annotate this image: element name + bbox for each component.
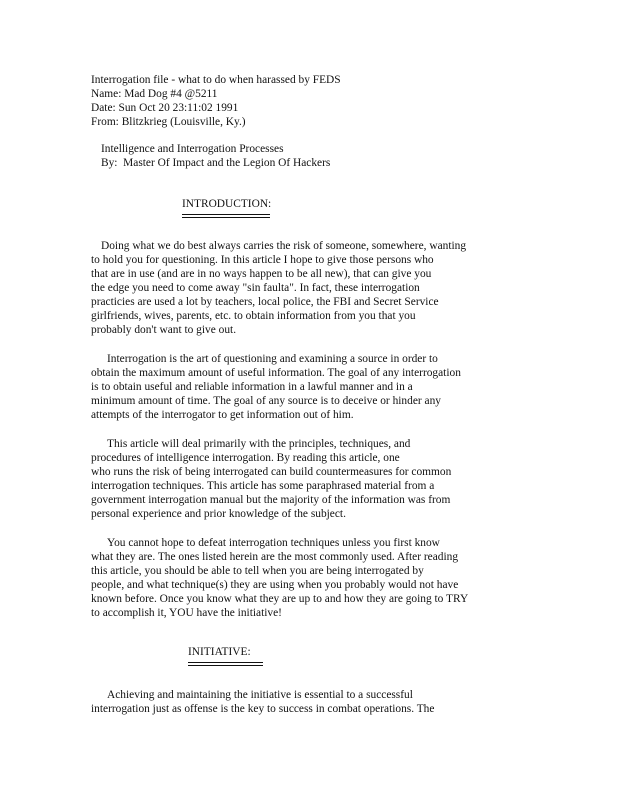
article-title: Intelligence and Interrogation Processes <box>101 143 284 155</box>
initiative-p1-line-1: Achieving and maintaining the initiative is essential to a successful <box>107 689 413 701</box>
intro-p4-line-3: this article, you should be able to tell when you are being interrogated by <box>91 565 424 577</box>
intro-p2-line-4: minimum amount of time. The goal of any source is to deceive or hinder any <box>91 395 441 407</box>
intro-p1-line-5: practicies are used a lot by teachers, local police, the FBI and Secret Service <box>91 296 439 308</box>
name-line: Name: Mad Dog #4 @5211 <box>91 88 218 100</box>
introduction-underline <box>182 214 270 215</box>
intro-p4-line-2: what they are. The ones listed herein are the most commonly used. After reading <box>91 551 459 563</box>
intro-p2-line-3: is to obtain useful and reliable information in a lawful manner and in a <box>91 381 413 393</box>
intro-p2-line-5: attempts of the interrogator to get information out of him. <box>91 409 354 421</box>
date-line: Date: Sun Oct 20 23:11:02 1991 <box>91 102 239 114</box>
intro-p3-line-3: who runs the risk of being interrogated can build countermeasures for common <box>91 466 452 478</box>
article-byline: By: Master Of Impact and the Legion Of Hackers <box>101 157 331 169</box>
intro-p3-line-4: interrogation techniques. This article has some paraphrased material from a <box>91 480 435 492</box>
intro-p4-line-5: known before. Once you know what they are up to and how they are going to TRY <box>91 593 469 605</box>
intro-p2-line-2: obtain the maximum amount of useful information. The goal of any interrogation <box>91 367 461 379</box>
intro-p3-line-5: government interrogation manual but the majority of the information was from <box>91 494 451 506</box>
intro-p1-line-3: that are in use (and are in no ways happen to be all new), that can give you <box>91 268 432 280</box>
intro-p2-line-1: Interrogation is the art of questioning and examining a source in order to <box>107 353 438 365</box>
intro-p3-line-6: personal experience and prior knowledge of the subject. <box>91 508 346 520</box>
file-title: Interrogation file - what to do when harassed by FEDS <box>91 74 341 86</box>
initiative-underline <box>188 662 263 663</box>
initiative-underline-second <box>188 665 263 666</box>
intro-p1-line-1: Doing what we do best always carries the risk of someone, somewhere, wanting <box>101 240 467 252</box>
from-line: From: Blitzkrieg (Louisville, Ky.) <box>91 116 246 128</box>
intro-p3-line-1: This article will deal primarily with the principles, techniques, and <box>107 438 411 450</box>
intro-p3-line-2: procedures of intelligence interrogation. By reading this article, one <box>91 452 400 464</box>
intro-p4-line-1: You cannot hope to defeat interrogation techniques unless you first know <box>107 537 440 549</box>
intro-p4-line-6: to accomplish it, YOU have the initiative! <box>91 607 282 619</box>
introduction-underline-second <box>182 217 270 218</box>
intro-p1-line-2: to hold you for questioning. In this article I hope to give those persons who <box>91 254 434 266</box>
intro-p4-line-4: people, and what technique(s) they are using when you probably would not have <box>91 579 459 591</box>
initiative-heading: INITIATIVE: <box>188 646 251 658</box>
initiative-p1-line-2: interrogation just as offense is the key to success in combat operations. The <box>91 703 435 715</box>
intro-p1-line-6: girlfriends, wives, parents, etc. to obtain information from you that you <box>91 310 416 322</box>
introduction-heading: INTRODUCTION: <box>182 198 272 210</box>
intro-p1-line-4: the edge you need to come away "sin faulta". In fact, these interrogation <box>91 282 420 294</box>
intro-p1-line-7: probably don't want to give out. <box>91 324 237 336</box>
